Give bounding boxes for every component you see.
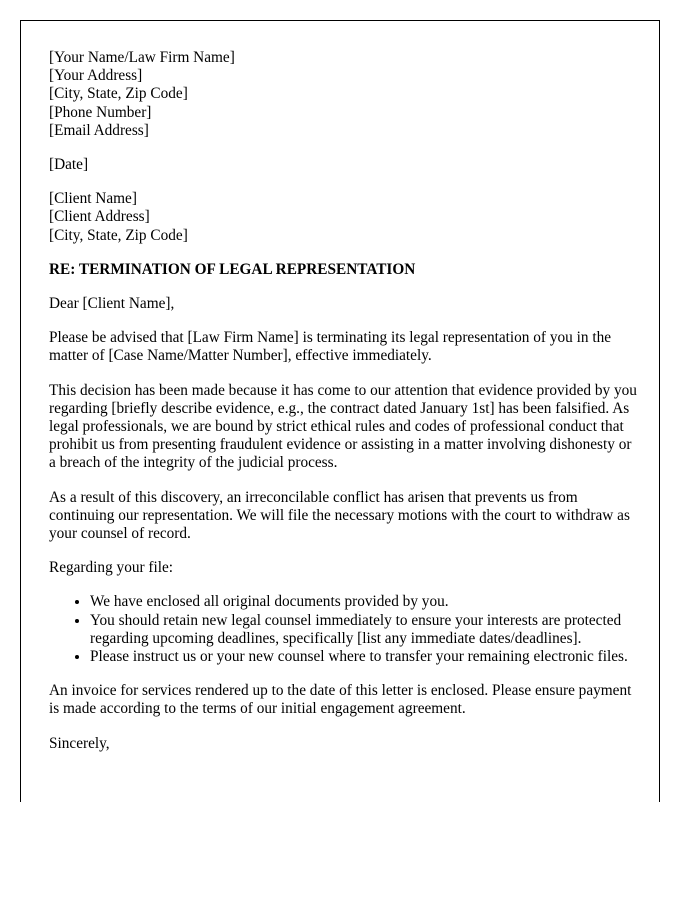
paragraph-conflict: As a result of this discovery, an irreconcilable conflict has arisen that prevents us from continuing our representation. We will file the necessary motions with the court to withdraw as your counsel of record. — [49, 488, 630, 543]
letter-page — [20, 20, 660, 802]
subject-line: RE: TERMINATION OF LEGAL REPRESENTATION — [49, 260, 416, 278]
list-item: • You should retain new legal counsel immediately to ensure your interests are protected regarding upcoming deadlines, specifically [list any immediate dates/deadlines]. — [90, 612, 639, 648]
list-item: • We have enclosed all original documents provided by you. — [90, 593, 639, 611]
recipient-block — [49, 190, 639, 245]
sign-off: Sincerely, — [49, 734, 110, 752]
sender-phone: [Phone Number] — [49, 103, 152, 121]
recipient-name: [Client Name] — [49, 190, 137, 208]
recipient-address: [Client Address] — [49, 208, 150, 226]
recipient-city-state-zip: [City, State, Zip Code] — [49, 226, 188, 244]
letter-body — [49, 49, 639, 753]
paragraph-invoice: An invoice for services rendered up to the date of this letter is enclosed. Please ensure payment is made according to the terms of our initial engagement agreement. — [49, 682, 632, 718]
salutation: Dear [Client Name], — [49, 295, 175, 313]
sender-email: [Email Address] — [49, 121, 149, 139]
sender-block — [49, 49, 639, 140]
file-list — [49, 593, 639, 666]
paragraph-reason: This decision has been made because it has come to our attention that evidence provided by you regarding [briefly describe evidence, e.g., the contract dated January 1st] has been falsified. As legal professionals, we are bound by strict ethical rules and codes of professional conduct that prohibit us from presenting fraudulent evidence or assisting in a matter involving dishonesty or a breach of the integrity of the judicial process. — [49, 381, 637, 472]
sender-address: [Your Address] — [49, 67, 143, 85]
sender-city-state-zip: [City, State, Zip Code] — [49, 85, 188, 103]
paragraph-file-intro: Regarding your file: — [49, 559, 174, 577]
letter-date: [Date] — [49, 156, 89, 174]
paragraph-notice: Please be advised that [Law Firm Name] is terminating its legal representation of you in the matter of [Case Name/Matter Number], effective immediately. — [49, 329, 612, 365]
list-item: • Please instruct us or your new counsel where to transfer your remaining electronic files. — [90, 648, 639, 666]
sender-name: [Your Name/Law Firm Name] — [49, 49, 235, 66]
